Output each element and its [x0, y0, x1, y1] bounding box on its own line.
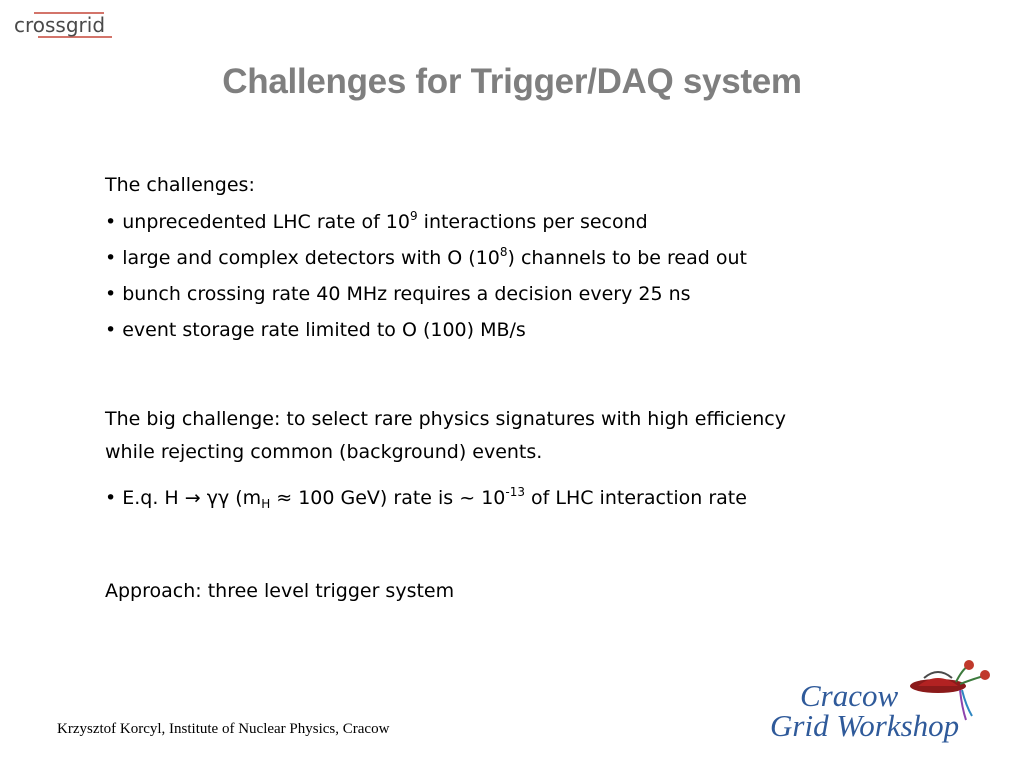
- example-part-1: • E.q. H: [105, 487, 185, 509]
- cracow-grid-workshop-logo: [766, 656, 996, 752]
- slide-title: Challenges for Trigger/DAQ system: [222, 62, 802, 101]
- cracow-logo-text: Cracow: [800, 678, 899, 713]
- bullet-bunch-crossing: • bunch crossing rate 40 MHz requires a decision every 25 ns: [105, 283, 691, 305]
- big-challenge-line-1: The big challenge: to select rare physics signatures with high efficiency: [105, 408, 786, 430]
- bullet-detectors: [105, 246, 747, 270]
- crossgrid-logo-text: crossgrid: [14, 13, 106, 37]
- challenges-intro: The challenges:: [105, 174, 255, 196]
- example-part-4: of LHC interaction rate: [524, 487, 747, 509]
- example-higgs: [105, 486, 747, 510]
- approach-line: Approach: three level trigger system: [105, 580, 455, 602]
- bullet-detectors-exponent: 8: [499, 245, 508, 259]
- big-challenge-line-2: while rejecting common (background) events.: [105, 441, 543, 463]
- bullet-detectors-suffix: ) channels to be read out: [507, 247, 747, 269]
- bullet-lhc-rate-suffix: interactions per second: [417, 211, 648, 233]
- example-part-3: ≈ 100 GeV) rate is ~ 10: [270, 487, 506, 509]
- crossgrid-logo-graphic: [14, 10, 138, 40]
- crossgrid-logo: [14, 10, 138, 40]
- bullet-lhc-rate-exponent: 9: [409, 209, 418, 223]
- arrow-symbol: →: [184, 487, 201, 509]
- bullet-lhc-rate: [105, 210, 648, 234]
- example-part-2: γγ (m: [200, 487, 262, 509]
- higgs-mass-subscript: H: [261, 497, 271, 511]
- bullet-storage-rate: • event storage rate limited to O (100) MB/s: [105, 319, 526, 341]
- bullet-detectors-prefix: • large and complex detectors with O (10: [105, 247, 500, 269]
- rate-exponent: -13: [505, 485, 525, 499]
- footer-author: Krzysztof Korcyl, Institute of Nuclear Physics, Cracow: [57, 721, 390, 737]
- bullet-lhc-rate-prefix: • unprecedented LHC rate of 10: [105, 211, 410, 233]
- grid-workshop-logo-text: Grid Workshop: [770, 708, 960, 743]
